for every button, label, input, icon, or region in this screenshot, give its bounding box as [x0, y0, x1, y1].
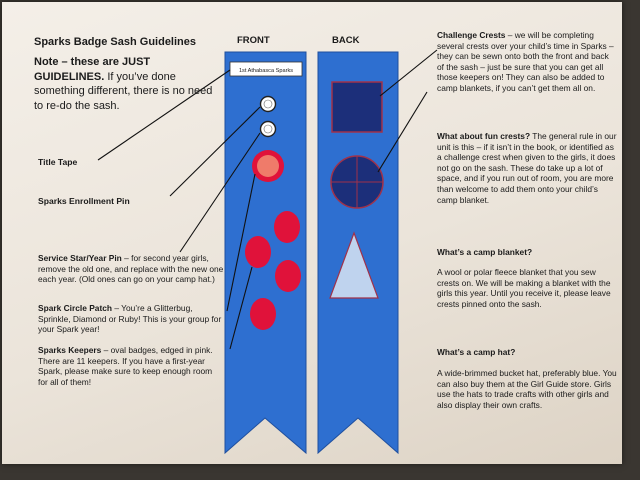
- service-star-text: – for second year girls, remove the old one, and replace with the new one each year. (Old ones can go on your camp hat.): [38, 253, 224, 285]
- circle-patch-label: Spark Circle Patch: [38, 303, 113, 313]
- page-title: Sparks Badge Sash Guidelines: [34, 36, 197, 48]
- camp-blanket-answer: A wool or polar fleece blanket that you sew crests on. We will be making a blanket with the girls this year. Until you receive it, please leave crests pinned onto the sash.: [437, 267, 611, 309]
- title-tape-label: Title Tape: [38, 157, 78, 167]
- enrollment-pin-label: Sparks Enrollment Pin: [38, 196, 130, 206]
- keepers-description: [38, 345, 224, 387]
- fun-crests-text: The general rule in our unit is this – if it isn’t in the book, or identified as a challenge crest when given to the girls, it does not go on the sash. These do take up a lot of space, and if you run out of room, you are more than welcome to add them onto your child’s camp blanket.: [437, 131, 617, 205]
- camp-blanket-question: What’s a camp blanket?: [437, 247, 533, 257]
- challenge-crests-description: [437, 30, 617, 94]
- title-tape-text: 1st Athabasca Sparks: [238, 68, 294, 74]
- keeper-badge: [274, 211, 300, 243]
- keepers-text: – oval badges, edged in pink. There are 11 keepers. If you have a first-year Spark, please make sure to keep enough room for all of them!: [38, 345, 213, 387]
- circle-patch-description: [38, 303, 224, 335]
- challenge-crests-text: – we will be completing several crests over your child’s time in Sparks – they can be sewn onto both the front and back of the sash – just be sure that you can get all those keepers on! They can also be added to camp blankets, if you can’t get them all on.: [437, 30, 614, 93]
- keepers-label: Sparks Keepers: [38, 345, 102, 355]
- fun-crests-label: What about fun crests?: [437, 131, 531, 141]
- keeper-badge: [245, 236, 271, 268]
- circle-patch-text: – You’re a Glitterbug, Sprinkle, Diamond or Ruby! This is your group for your Spark year!: [38, 303, 222, 335]
- service-star-description: [38, 253, 228, 285]
- note-bold: Note – these are JUST GUIDELINES.: [34, 56, 151, 83]
- enrollment-pin-inner: [264, 100, 272, 108]
- service-star-pin-inner: [264, 125, 272, 133]
- square-crest: [332, 82, 382, 132]
- keeper-badge: [275, 260, 301, 292]
- fun-crests-description: [437, 131, 617, 205]
- guidelines-note: [34, 55, 219, 113]
- keeper-badge: [250, 298, 276, 330]
- service-star-label: Service Star/Year Pin: [38, 253, 122, 263]
- front-header: FRONT: [237, 35, 270, 46]
- camp-hat-answer: A wide-brimmed bucket hat, preferably blue. You can also buy them at the Girl Guide store. Girls use the hats to trade crafts with other girls and also display their own crafts.: [437, 368, 617, 410]
- back-header: BACK: [332, 35, 360, 46]
- challenge-crests-label: Challenge Crests: [437, 30, 506, 40]
- spark-circle-patch-inner: [257, 155, 279, 177]
- note-rest: If you’ve done something different, there is no need to re-do the sash.: [34, 70, 213, 112]
- camp-hat-question: What’s a camp hat?: [437, 347, 516, 357]
